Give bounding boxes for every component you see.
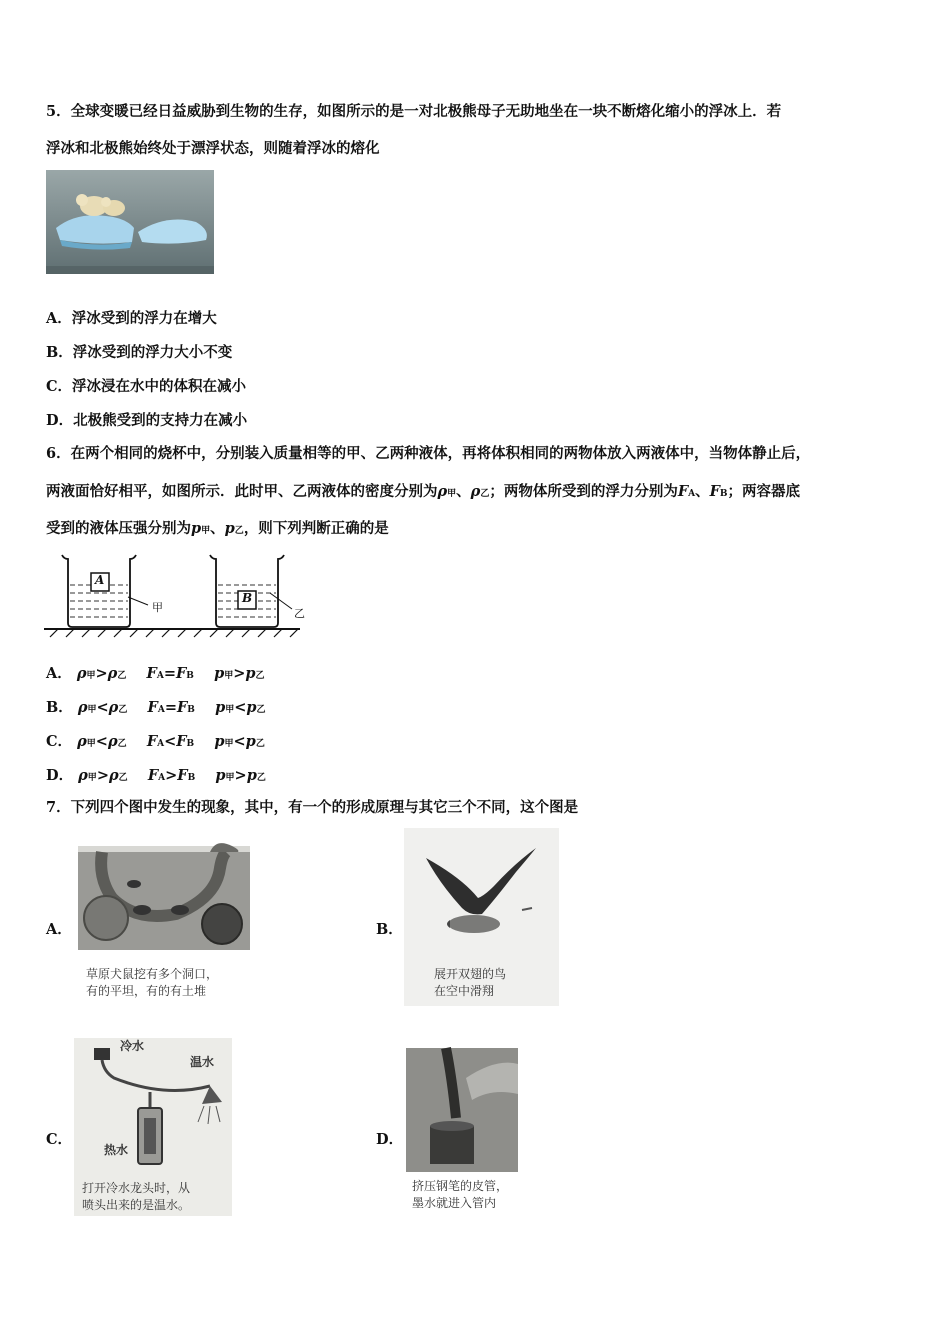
q5-option-c: C．浮冰浸在水中的体积在减小	[46, 378, 247, 395]
q7-a-caption-1: 草原犬鼠挖有多个洞口，	[86, 967, 219, 981]
fountain-pen-picture	[406, 1048, 518, 1220]
q5-stem-line2: 浮冰和北极熊始终处于漂浮状态，则随着浮冰的熔化	[46, 140, 380, 157]
polar-bear-ice-photo	[46, 170, 214, 274]
q5-option-d: D．北极熊受到的支持力在减小	[46, 412, 248, 429]
q7-c-caption-1: 打开冷水龙头时，从	[82, 1181, 191, 1195]
block-a-label: A	[95, 573, 105, 587]
q7-d-caption-2: 墨水就进入管内	[412, 1196, 497, 1210]
gliding-bird-picture	[404, 828, 559, 1006]
q7-c-letter: C．	[46, 1131, 73, 1148]
block-b-label: B	[242, 591, 253, 605]
q7-a-caption-2: 有的平坦，有的有土堆	[86, 984, 207, 998]
q5-option-a: A．浮冰受到的浮力在增大	[46, 310, 217, 327]
q6-stem-line3: 受到的液体压强分别为p甲、p乙，则下列判断正确的是	[46, 520, 389, 537]
q7-b-letter: B．	[376, 921, 403, 938]
q7-d-letter: D．	[376, 1131, 404, 1148]
q7-b-caption-2: 在空中滑翔	[434, 984, 495, 998]
q7-c-caption-2: 喷头出来的是温水。	[82, 1198, 191, 1212]
prairie-dog-burrow-picture	[76, 838, 252, 1004]
liquid-jia-label: 甲	[152, 601, 163, 614]
q7-b-caption-1: 展开双翅的鸟	[434, 967, 507, 981]
q5-option-b: B．浮冰受到的浮力大小不变	[46, 344, 233, 361]
hot-water-label: 热水	[104, 1143, 129, 1157]
q6-stem-line2: 两液面恰好相平，如图所示．此时甲、乙两液体的密度分别为ρ甲、ρ乙；两物体所受到的浮力分别为FA、FB；两容器底	[46, 483, 801, 500]
q7-a-letter: A．	[46, 921, 72, 938]
q5-stem-line1: 5．全球变暖已经日益威胁到生物的生存，如图所示的是一对北极熊母子无助地坐在一块不断熔化缩小的浮冰上．若	[46, 103, 782, 120]
faucet-shower-picture	[74, 1038, 232, 1216]
q6-stem-line1: 6．在两个相同的烧杯中，分别装入质量相等的甲、乙两种液体，再将体积相同的两物体放入两液体中，当物体静止后，	[46, 445, 811, 462]
q6-option-c: C． ρ甲<ρ乙 FA<FB p甲<p乙	[46, 733, 265, 750]
q7-stem: 7．下列四个图中发生的现象，其中，有一个的形成原理与其它三个不同，这个图是	[46, 799, 579, 816]
beakers-diagram	[44, 553, 305, 637]
cold-water-label: 冷水	[120, 1039, 145, 1053]
q6-option-b: B． ρ甲<ρ乙 FA=FB p甲<p乙	[46, 699, 266, 716]
liquid-yi-label: 乙	[294, 607, 305, 620]
warm-water-label: 温水	[190, 1055, 215, 1069]
q7-d-caption-1: 挤压钢笔的皮管，	[412, 1179, 509, 1193]
q6-option-d: D． ρ甲>ρ乙 FA>FB p甲>p乙	[46, 767, 266, 784]
q6-option-a: A． ρ甲>ρ乙 FA=FB p甲>p乙	[46, 665, 265, 682]
